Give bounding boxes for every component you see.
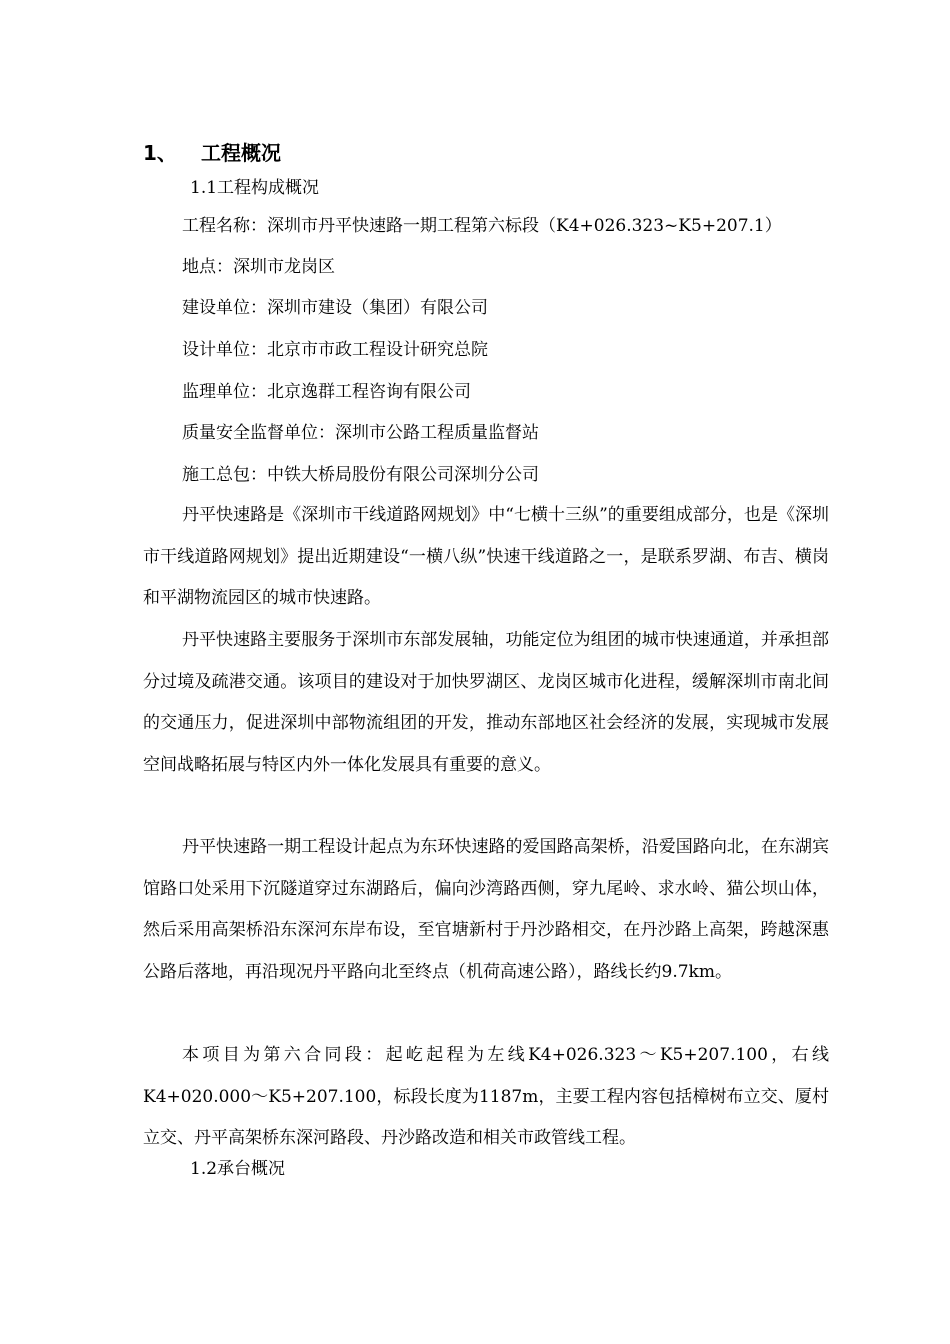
paragraph-3: 丹平快速路一期工程设计起点为东环快速路的爱国路高架桥，沿爱国路向北，在东湖宾馆路口处采用下沉隧道穿过东湖路后，偏向沙湾路西侧，穿九尾岭、求水岭、猫公坝山体，然后采用高架桥沿东深河东岸布设，至官塘新村于丹沙路相交，在丹沙路上高架，跨越深惠公路后落地，再沿现况丹平路向北至终点（机荷高速公路），路线长约9.7km。 <box>143 837 829 982</box>
info-builder: 建设单位：深圳市建设（集团）有限公司 <box>182 298 488 318</box>
info-project-name: 工程名称：深圳市丹平快速路一期工程第六标段（K4+026.323~K5+207.1） <box>182 216 782 236</box>
info-supervisor: 监理单位：北京逸群工程咨询有限公司 <box>182 382 471 402</box>
info-designer: 设计单位：北京市市政工程设计研究总院 <box>182 340 488 360</box>
subsection-heading-1-2: 1.2承台概况 <box>190 1159 286 1179</box>
subsection-heading-1-1: 1.1工程构成概况 <box>190 178 320 198</box>
info-quality-supervision: 质量安全监督单位：深圳市公路工程质量监督站 <box>182 423 539 443</box>
section-heading <box>143 140 281 166</box>
paragraph-1: 丹平快速路是《深圳市干线道路网规划》中“七横十三纵”的重要组成部分，也是《深圳市干线道路网规划》提出近期建设“一横八纵”快速干线道路之一，是联系罗湖、布吉、横岗和平湖物流园区的城市快速路。 <box>143 505 829 608</box>
info-location: 地点：深圳市龙岗区 <box>182 257 335 277</box>
section-number: 1、 <box>143 141 177 165</box>
paragraph-2: 丹平快速路主要服务于深圳市东部发展轴，功能定位为组团的城市快速通道，并承担部分过境及疏港交通。该项目的建设对于加快罗湖区、龙岗区城市化进程，缓解深圳市南北间的交通压力，促进深圳中部物流组团的开发，推动东部地区社会经济的发展，实现城市发展空间战略拓展与特区内外一体化发展具有重要的意义。 <box>143 630 829 775</box>
section-title: 工程概况 <box>201 141 281 165</box>
paragraph-4: 本项目为第六合同段：起屹起程为左线K4+026.323～K5+207.100，右线K4+020.000～K5+207.100，标段长度为1187m，主要工程内容包括樟树布立交、厦村立交、丹平高架桥东深河路段、丹沙路改造和相关市政管线工程。 <box>143 1045 829 1148</box>
info-contractor: 施工总包：中铁大桥局股份有限公司深圳分公司 <box>182 465 539 485</box>
